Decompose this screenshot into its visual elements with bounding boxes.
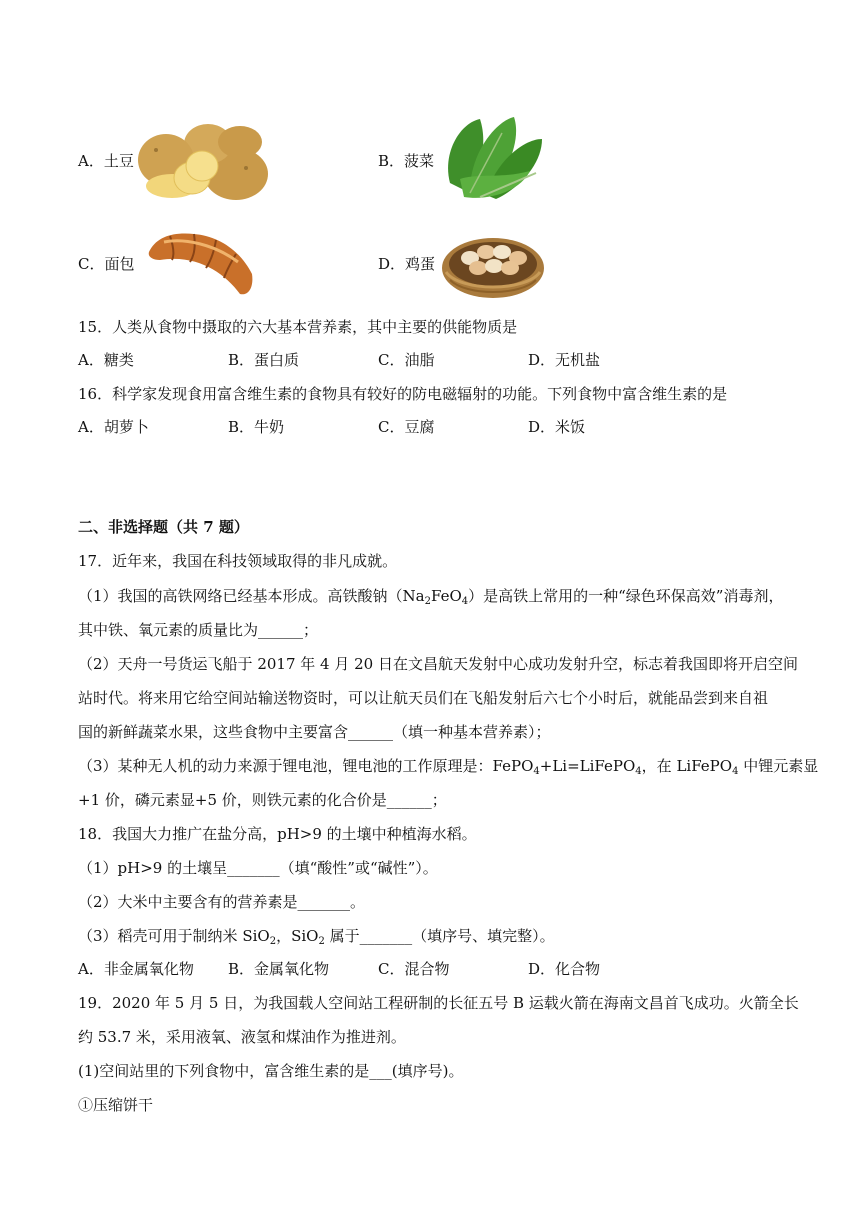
q16-option-b: B．牛奶 xyxy=(228,418,285,436)
potato-image xyxy=(136,116,272,206)
q18-part1: （1）pH>9 的土壤呈_______（填“酸性”或“碱性”）。 xyxy=(78,859,438,877)
q16-option-a: A．胡萝卜 xyxy=(78,418,149,436)
croissant-image xyxy=(144,228,258,300)
q18-part2: （2）大米中主要含有的营养素是_______。 xyxy=(78,893,366,911)
q18-option-b: B．金属氧化物 xyxy=(228,960,330,978)
q16-option-d: D．米饭 xyxy=(528,418,586,436)
q19-part1: (1)空间站里的下列食物中，富含维生素的是___(填序号)。 xyxy=(78,1062,464,1080)
q16-stem: 16．科学家发现食用富含维生素的食物具有较好的防电磁辐射的功能。下列食物中富含维生素的是 xyxy=(78,385,728,403)
q19-line2: 约 53.7 米，采用液氧、液氢和煤油作为推进剂。 xyxy=(78,1028,406,1046)
q15-option-b: B．蛋白质 xyxy=(228,351,300,369)
q17-part2-line3: 国的新鲜蔬菜水果，这些食物中主要富含______（填一种基本营养素）； xyxy=(78,723,551,741)
option-c-label: C．面包 xyxy=(78,255,135,273)
q15-option-d: D．无机盐 xyxy=(528,351,601,369)
option-d-label: D．鸡蛋 xyxy=(378,255,436,273)
q17-part1-line1: （1）我国的高铁网络已经基本形成。高铁酸钠$(Na_2FeO_4)$是高铁上常用的一种“绿色环保高效”消毒剂， xyxy=(78,587,784,607)
q18-part3: （3）稻壳可用于制纳米 SiO$_2$，SiO$_2$ 属于_______（填序号、填完整）。 xyxy=(78,927,555,947)
q15-option-a: A．糖类 xyxy=(78,351,134,369)
q17-part3-line1: （3）某种无人机的动力来源于锂电池，锂电池的工作原理是：FePO$_4$+Li=LiFePO$_4$，在 LiFePO$_4$ 中锂元素显 xyxy=(78,757,819,777)
q17-part2-line2: 站时代。将来用它给空间站输送物资时，可以让航天员们在飞船发射后六七个小时后，就能品尝到来自祖 xyxy=(78,689,769,707)
eggs-basket-image xyxy=(440,228,546,300)
spinach-image xyxy=(440,113,546,203)
q17-part3-line2: +1 价，磷元素显+5 价，则铁元素的化合价是______； xyxy=(78,791,447,809)
option-b-label: B．菠菜 xyxy=(378,152,435,170)
q18-option-c: C．混合物 xyxy=(378,960,450,978)
section-heading: 二、非选择题（共 7 题） xyxy=(78,518,249,536)
q18-stem: 18．我国大力推广在盐分高，pH>9 的土壤中种植海水稻。 xyxy=(78,825,477,843)
q18-option-d: D．化合物 xyxy=(528,960,601,978)
q17-stem: 17．近年来，我国在科技领域取得的非凡成就。 xyxy=(78,552,398,570)
option-a-label: A．土豆 xyxy=(78,152,134,170)
q19-item1: ①压缩饼干 xyxy=(78,1096,154,1114)
q16-option-c: C．豆腐 xyxy=(378,418,435,436)
q15-option-c: C．油脂 xyxy=(378,351,435,369)
q19-line1: 19．2020 年 5 月 5 日，为我国载人空间站工程研制的长征五号 B 运载火箭在海南文昌首飞成功。火箭全长 xyxy=(78,994,799,1012)
q17-part2-line1: （2）天舟一号货运飞船于 2017 年 4 月 20 日在文昌航天发射中心成功发射升空，标志着我国即将开启空间 xyxy=(78,655,798,673)
q17-part1-line2: 其中铁、氧元素的质量比为______； xyxy=(78,621,319,639)
q18-option-a: A．非金属氧化物 xyxy=(78,960,194,978)
q15-stem: 15．人类从食物中摄取的六大基本营养素，其中主要的供能物质是 xyxy=(78,318,518,336)
